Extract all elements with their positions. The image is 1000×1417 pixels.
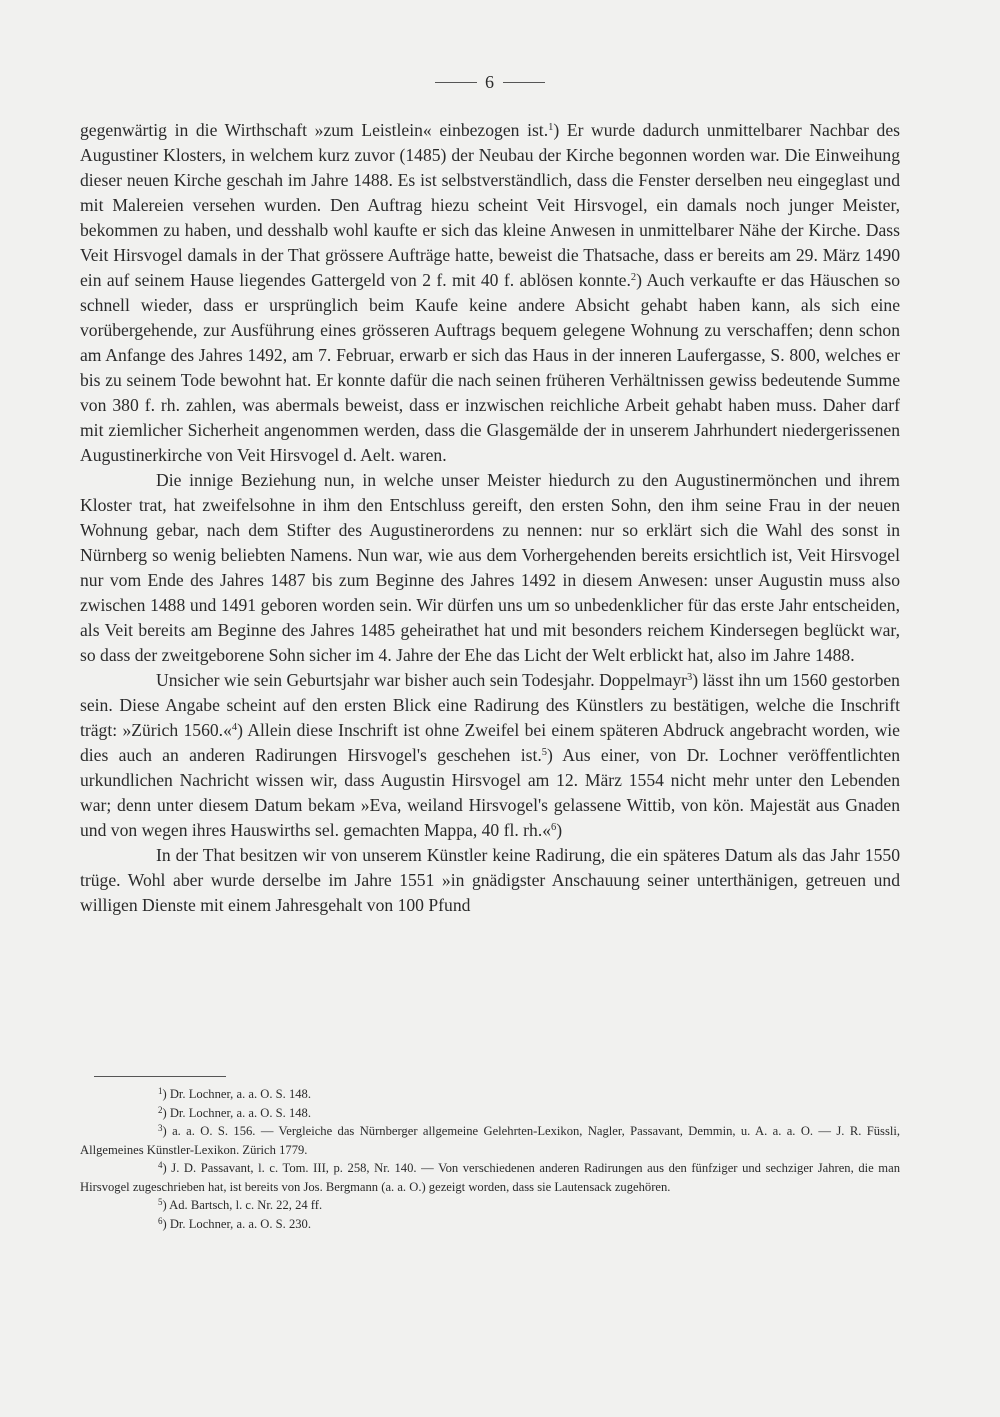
footnote-reference: 6 — [551, 822, 557, 833]
footnote — [80, 1196, 900, 1215]
footnote-text: ) Ad. Bartsch, l. c. Nr. 22, 24 ff. — [162, 1198, 323, 1212]
paragraph-text: ) Aus einer, von Dr. Lochner veröffentlichten urkundlichen Nachricht wissen wir, dass Augustin Hirsvogel am 12. März 1554 nicht mehr unter den Lebenden war; denn unter diesem Datum bekam »Eva, weiland Hirsvogel's gelassene Wittib, von kön. Majestät aus Gnaden und von wegen ihres Hauswirths sel. gemachten Mappa, 40 fl. rh.« — [80, 745, 901, 840]
paragraph — [80, 468, 900, 668]
footnote-separator — [94, 1076, 226, 1077]
footnote-text: ) J. D. Passavant, l. c. Tom. III, p. 258, Nr. 140. — Von verschiedenen anderen Radirungen aus den fünfziger und sechziger Jahren, die man Hirsvogel zugeschrieben hat, ist bereits von Jos. Bergmann (a. a. O.) gezeigt worden, dass sie Lautensack zugehören. — [80, 1161, 900, 1194]
page-header — [80, 72, 900, 93]
paragraph-text: ) Allein diese Inschrift ist ohne Zweifel bei einem späteren Abdruck angebracht worden, wie dies auch an anderen Radirungen Hirsvogel's geschehen ist. — [80, 720, 900, 765]
footnotes — [80, 1085, 900, 1233]
footnote — [80, 1122, 900, 1159]
paragraph-text: In der That besitzen wir von unserem Künstler keine Radirung, die ein späteres Datum als das Jahr 1550 trüge. Wohl aber wurde derselbe im Jahre 1551 »in gnädigster Anschauung seiner unterthänigen, getreuen und willigen Dienste mit einem Jahresgehalt von 100 Pfund — [80, 845, 900, 915]
paragraph-text: ) — [556, 820, 563, 840]
footnote — [80, 1104, 900, 1123]
paragraph-text: Unsicher wie sein Geburtsjahr war bisher auch sein Todesjahr. Doppelmayr — [156, 670, 688, 690]
footnote-text: ) Dr. Lochner, a. a. O. S. 148. — [162, 1105, 311, 1120]
footnote — [80, 1215, 900, 1234]
paragraph — [80, 118, 900, 468]
footnote-mark: 2 — [158, 1104, 163, 1115]
header-rule-right — [503, 82, 545, 83]
footnote-reference: 4 — [231, 722, 238, 733]
footnote-mark: 1 — [158, 1086, 163, 1096]
footnote-text: ) a. a. O. S. 156. — Vergleiche das Nürnberger allgemeine Gelehrten-Lexikon, Nagler, Passavant, Demmin, u. A. a. a. O. — J. R. Füssli, Allgemeines Künstler-Lexikon. Zürich 1779. — [80, 1124, 900, 1157]
footnote-mark: 5 — [158, 1197, 163, 1207]
footnote-reference: 1 — [548, 122, 554, 133]
body-text — [80, 118, 900, 918]
paragraph-text: ) lässt ihn um 1560 gestorben sein. Diese Angabe scheint auf den ersten Blick eine Radirung des Künstlers zu bestätigen, welche die Inschrift trägt: »Zürich 1560.« — [80, 670, 900, 740]
paragraph — [80, 843, 900, 918]
footnote-reference: 5 — [541, 747, 548, 758]
footnote-text: ) Dr. Lochner, a. a. O. S. 148. — [162, 1087, 311, 1101]
footnote-text: ) Dr. Lochner, a. a. O. S. 230. — [162, 1216, 311, 1231]
footnote-mark: 6 — [158, 1215, 163, 1226]
book-page — [80, 0, 900, 1417]
footnote-reference: 2 — [630, 272, 637, 283]
paragraph-text: ) Er wurde dadurch unmittelbarer Nachbar des Augustiner Klosters, in welchem kurz zuvor (1485) der Neubau der Kirche begonnen worden war. Die Einweihung dieser neuen Kirche geschah im Jahre 1488. Es ist selbstverständlich, dass die Fenster derselben neu eingeglast und mit Malereien versehen wurden. Den Auftrag hiezu scheint Veit Hirsvogel, ein damals noch junger Meister, bekommen zu haben, und desshalb wohl kaufte er sich das kleine Anwesen in unmittelbarer Nähe der Kirche. Dass Veit Hirsvogel damals in der That grössere Aufträge hatte, beweist die Thatsache, dass er bereits am 29. März 1490 ein auf seinem Hause liegendes Gattergeld von 2 f. mit 40 f. ablösen konnte. — [80, 120, 900, 290]
paragraph-text: gegenwärtig in die Wirthschaft »zum Leistlein« einbezogen ist. — [80, 120, 549, 140]
paragraph — [80, 668, 900, 843]
footnote-reference: 3 — [687, 672, 693, 683]
header-rule-left — [435, 82, 477, 83]
footnote — [80, 1085, 900, 1104]
footnote — [80, 1159, 900, 1196]
paragraph-text: ) Auch verkaufte er das Häuschen so schnell wieder, dass er ursprünglich beim Kaufe keine andere Absicht gehabt haben kann, als sich eine vorübergehende, zur Ausführung eines grösseren Auftrags bequem gelegene Wohnung zu verschaffen; denn schon am Anfange des Jahres 1492, am 7. Februar, erwarb er sich das Haus in der inneren Laufergasse, S. 800, welches er bis zu seinem Tode bewohnt hat. Er konnte dafür die nach seinen früheren Verhältnissen gewiss bedeutende Summe von 380 f. rh. zahlen, was abermals beweist, dass er inzwischen reichliche Arbeit gehabt haben muss. Daher darf mit ziemlicher Sicherheit angenommen werden, dass die Glasgemälde der in unserem Jahrhundert niedergerissenen Augustinerkirche von Veit Hirsvogel d. Aelt. waren. — [80, 270, 900, 465]
footnote-mark: 3 — [158, 1123, 163, 1133]
footnote-mark: 4 — [158, 1160, 163, 1170]
paragraph-text: Die innige Beziehung nun, in welche unser Meister hiedurch zu den Augustinermönchen und ihrem Kloster trat, hat zweifelsohne in ihm den Entschluss gereift, den ersten Sohn, den ihm seine Frau in der neuen Wohnung gebar, nach dem Stifter des Augustinerordens zu nennen: nur so erklärt sich die Wahl des sonst in Nürnberg so wenig beliebten Namens. Nun war, wie aus dem Vorhergehenden bereits ersichtlich ist, Veit Hirsvogel nur vom Ende des Jahres 1487 bis zum Beginne des Jahres 1492 in diesem Anwesen: unser Augustin muss also zwischen 1488 und 1491 geboren worden sein. Wir dürfen uns um so unbedenklicher für das erste Jahr entscheiden, als Veit bereits am Beginne des Jahres 1485 geheirathet hat und mit besonders reichem Kindersegen beglückt war, so dass der zweitgeborene Sohn sicher im 4. Jahre der Ehe das Licht der Welt erblickt hat, also im Jahre 1488. — [80, 470, 900, 665]
page-number: 6 — [485, 72, 495, 92]
